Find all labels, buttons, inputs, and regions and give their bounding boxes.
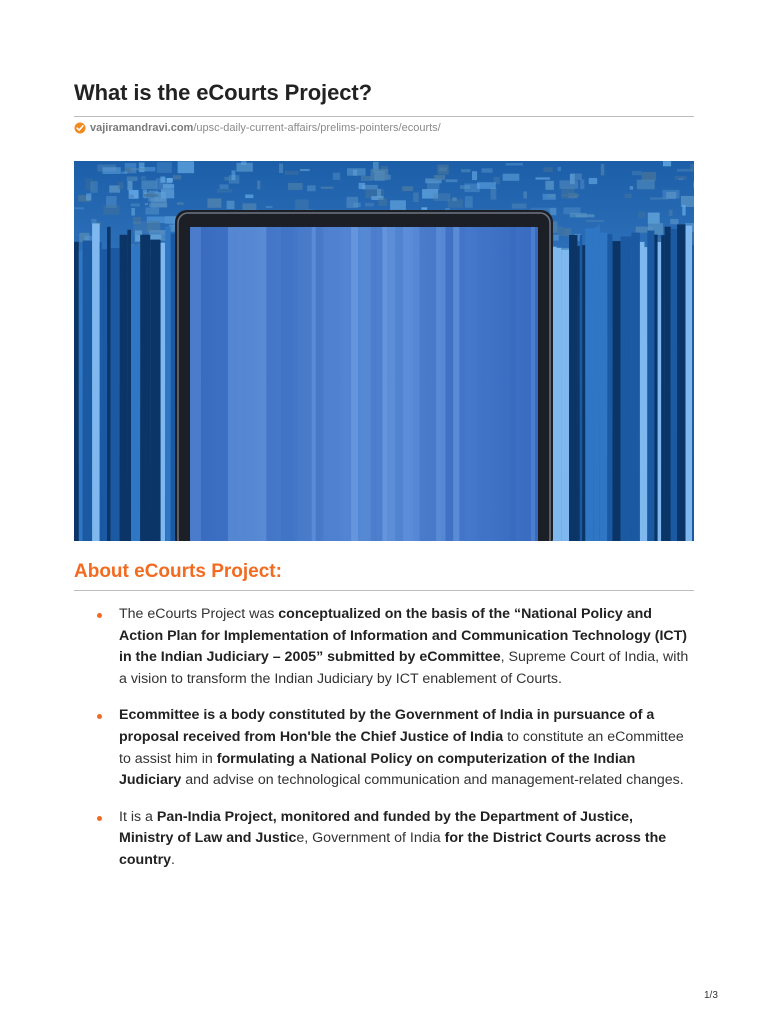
bold-text: formulating a National Policy on computerization of the Indian Judiciary (119, 750, 636, 789)
body-text: e, Government of India (296, 830, 445, 847)
bold-text: Pan-India Project, monitored and funded by the Department of Justice, Ministry of Law and Justic (119, 808, 633, 847)
hero-image (74, 161, 694, 541)
bold-text: conceptualized on the basis of the “National Policy and Action Plan for Implementation of Information and Communication Technology (ICT) in the Indian Judiciary – 2005” submitted by eCommittee (119, 606, 688, 666)
body-text: to constitute an eCommittee to assist him in (119, 728, 684, 767)
body-text: The eCourts Project was (119, 606, 279, 622)
title-divider (74, 116, 694, 117)
source-link[interactable] (74, 122, 441, 134)
source-url[interactable] (90, 122, 441, 134)
laptop-city-illustration (74, 161, 694, 541)
site-favicon-icon (74, 122, 86, 134)
source-path: /upsc-daily-current-affairs/prelims-pointers/ecourts/ (193, 122, 441, 134)
body-text: and advise on technological communication and management-related changes. (181, 772, 684, 789)
body-text: . (171, 851, 175, 868)
page-title: What is the eCourts Project? (74, 80, 372, 105)
bullet-dot-icon (97, 613, 102, 618)
body-text: It is a (119, 808, 157, 825)
list-item (74, 807, 694, 872)
list-item (74, 604, 694, 690)
bullet-dot-icon (97, 714, 102, 719)
source-domain: vajiramandravi.com (90, 122, 194, 134)
screen-stripes (190, 227, 538, 541)
section-divider (74, 590, 694, 591)
bullet-list (74, 604, 694, 887)
list-item (74, 705, 694, 791)
bold-text: for the District Courts across the country (119, 830, 667, 868)
bullet-dot-icon (97, 816, 102, 821)
body-text: , Supreme Court of India, with a vision to transform the Indian Judiciary by ICT enablement of Courts. (119, 649, 689, 687)
page-number: 1/3 (704, 990, 718, 1001)
bold-text: Ecommittee is a body constituted by the Government of India in pursuance of a proposal received from Hon'ble the Chief Justice of India (119, 707, 655, 745)
section-heading: About eCourts Project: (74, 561, 282, 582)
